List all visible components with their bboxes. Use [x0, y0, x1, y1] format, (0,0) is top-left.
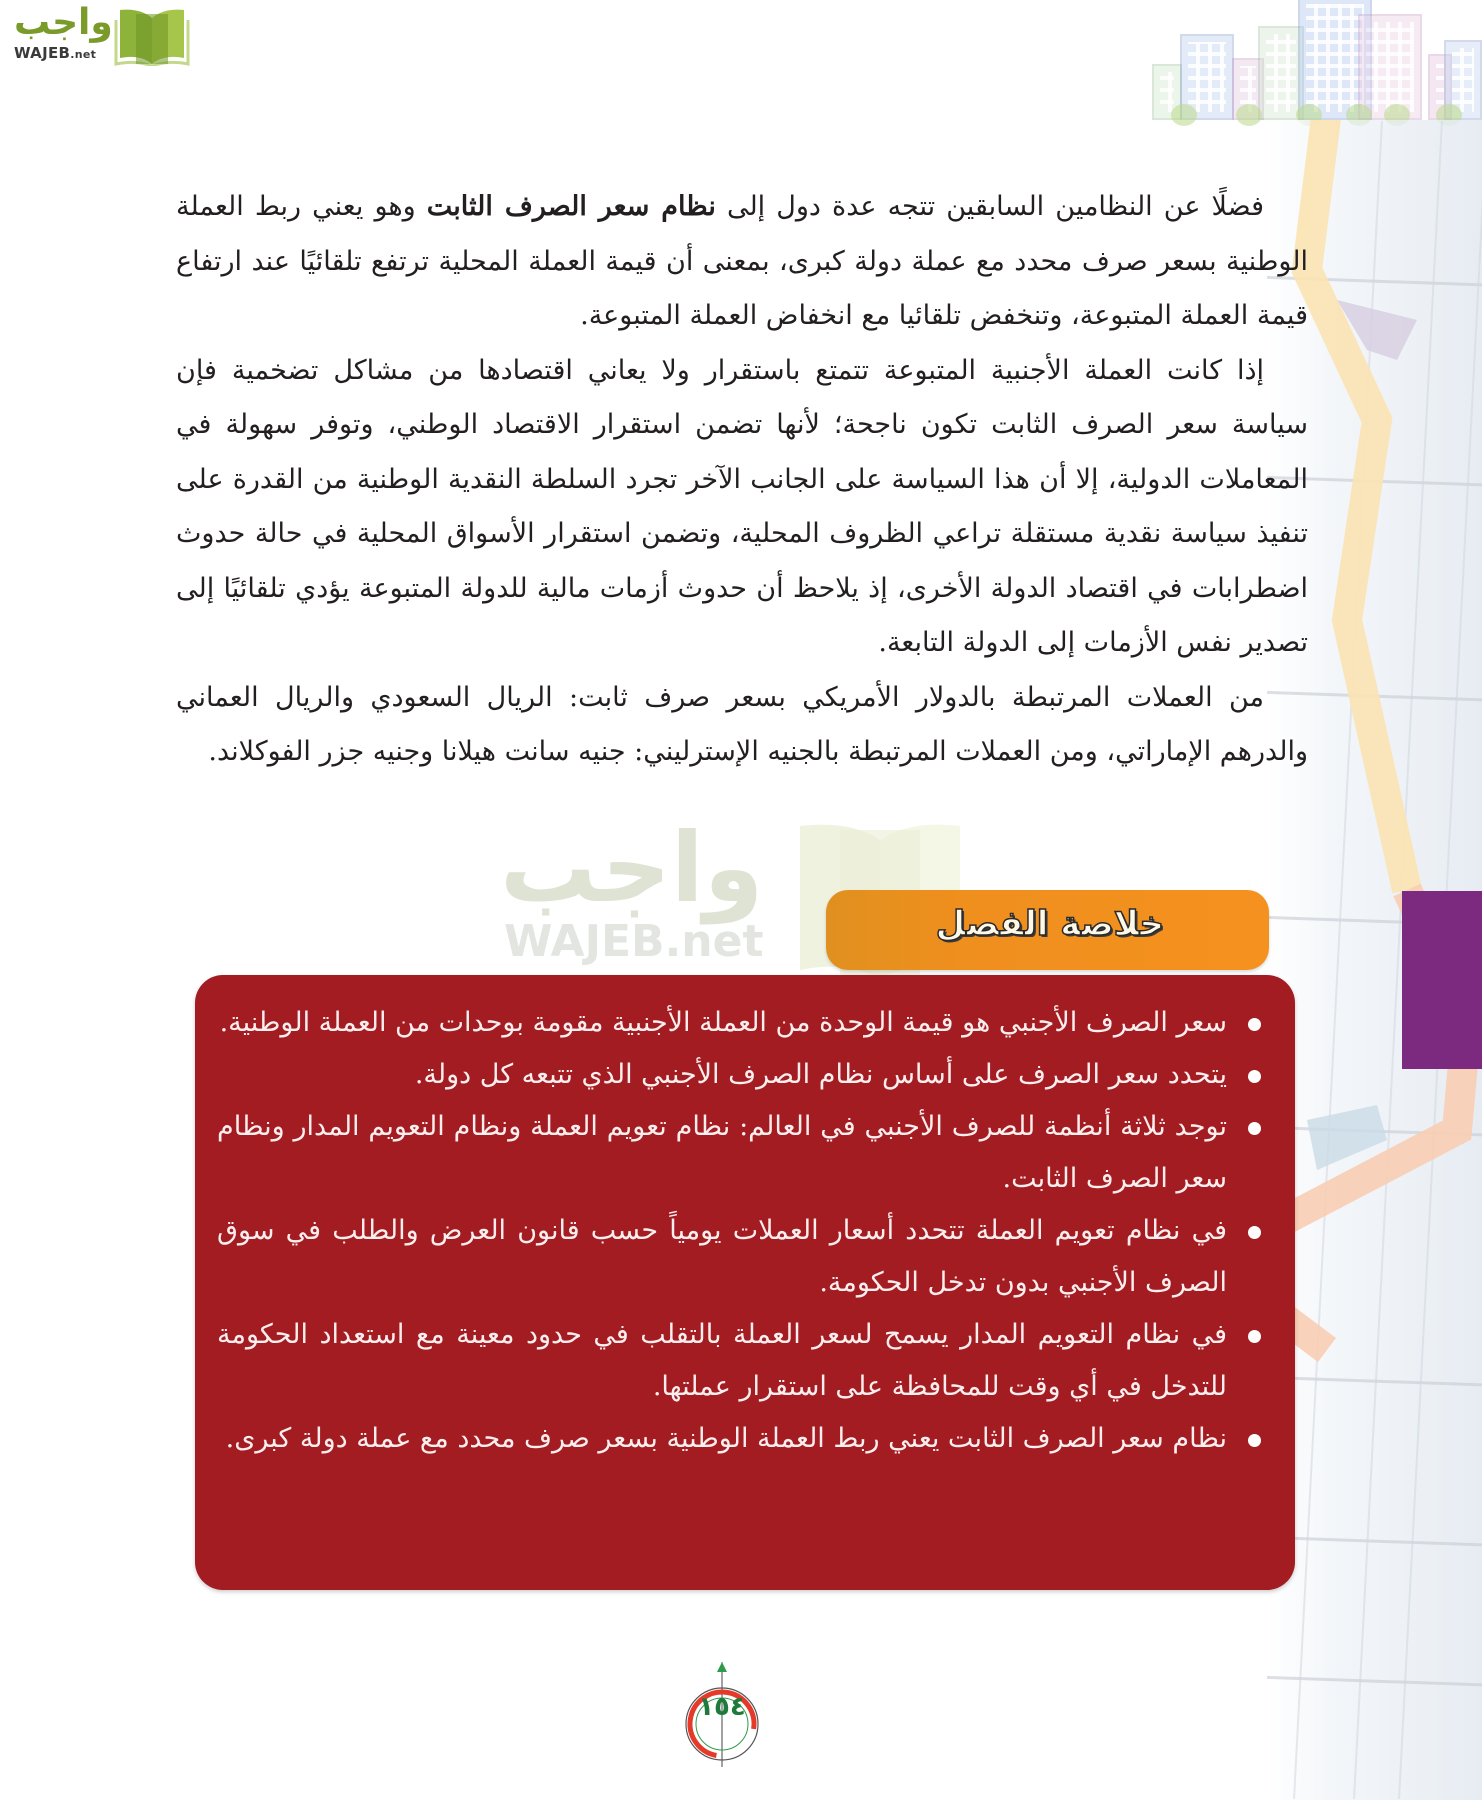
wajeb-watermark: واجب WAJEB.net: [500, 820, 1000, 980]
page-number: ١٥٤: [698, 1692, 746, 1722]
bullet-icon: [1248, 1434, 1261, 1447]
city-skyline-decoration: [1082, 0, 1482, 140]
bullet-icon: [1248, 1330, 1261, 1343]
chapter-summary-header: [826, 890, 1269, 970]
bullet-icon: [1248, 1070, 1261, 1083]
summary-item: في نظام التعويم المدار يسمح لسعر العملة بالتقلب في حدود معينة مع استعداد الحكومة للتدخل في أي وقت للمحافظة على استقرار عملتها.: [217, 1309, 1265, 1413]
chapter-summary-title: خلاصة الفصل: [935, 904, 1164, 944]
chapter-side-tab: [1402, 891, 1482, 1069]
summary-list: [195, 975, 1295, 1465]
logo-arabic-text: واجب: [14, 2, 113, 43]
paragraph-fixed-rate-pros-cons: إذا كانت العملة الأجنبية المتبوعة تتمتع باستقرار ولا يعاني اقتصادها من مشاكل تضخمية فإن سياسة سعر الصرف الثابت تكون ناجحة؛ لأنها تضمن استقرار الاقتصاد الوطني، وتوفر سهولة في المعاملات الدولية، إلا أن هذا السياسة على الجانب الآخر تجرد السلطة النقدية الوطنية من القدرة على تنفيذ سياسة نقدية مستقلة تراعي الظروف المحلية، وتضمن استقرار الأسواق المحلية في حالة حدوث اضطرابات في اقتصاد الدولة الأخرى، إذ يلاحظ أن حدوث أزمات مالية للدولة المتبوعة يؤدي تلقائيًا إلى تصدير نفس الأزمات إلى الدولة التابعة.: [176, 354, 1308, 658]
logo-latin-text: WAJEB.net: [14, 44, 97, 62]
bullet-icon: [1248, 1226, 1261, 1239]
paragraph-fixed-rate-intro: فضلًا عن النظامين السابقين تتجه عدة دول إلى نظام سعر الصرف الثابت وهو يعني ربط العملة الوطنية بسعر صرف محدد مع عملة دولة كبرى، بمعنى أن قيمة العملة المحلية ترتفع تلقائيًا عند ارتفاع قيمة العملة المتبوعة، وتنخفض تلقائيا مع انخفاض العملة المتبوعة.: [176, 191, 1308, 331]
summary-item: نظام سعر الصرف الثابت يعني ربط العملة الوطنية بسعر صرف محدد مع عملة دولة كبرى.: [217, 1413, 1265, 1465]
open-book-icon: [112, 8, 192, 66]
bullet-icon: [1248, 1018, 1261, 1031]
bold-term-fixed-rate: نظام سعر الصرف الثابت: [426, 191, 716, 222]
chapter-summary-box: [195, 975, 1295, 1590]
summary-item: توجد ثلاثة أنظمة للصرف الأجنبي في العالم: نظام تعويم العملة ونظام التعويم المدار ونظام سعر الصرف الثابت.: [217, 1101, 1265, 1205]
summary-item: في نظام تعويم العملة تتحدد أسعار العملات يومياً حسب قانون العرض والطلب في سوق الصرف الأجنبي بدون تدخل الحكومة.: [217, 1205, 1265, 1309]
body-text: [176, 180, 1308, 780]
paragraph-pegged-currencies: من العملات المرتبطة بالدولار الأمريكي بسعر صرف ثابت: الريال السعودي والريال العماني والدرهم الإماراتي، ومن العملات المرتبطة بالجنيه الإسترليني: جنيه سانت هيلانا وجنيه جزر الفوكلاند.: [176, 681, 1308, 767]
wajeb-logo[interactable]: [8, 4, 188, 68]
bullet-icon: [1248, 1122, 1261, 1135]
summary-item: سعر الصرف الأجنبي هو قيمة الوحدة من العملة الأجنبية مقومة بوحدات من العملة الوطنية.: [217, 997, 1265, 1049]
summary-item: يتحدد سعر الصرف على أساس نظام الصرف الأجنبي الذي تتبعه كل دولة.: [217, 1049, 1265, 1101]
page-number-badge: [682, 1662, 762, 1767]
